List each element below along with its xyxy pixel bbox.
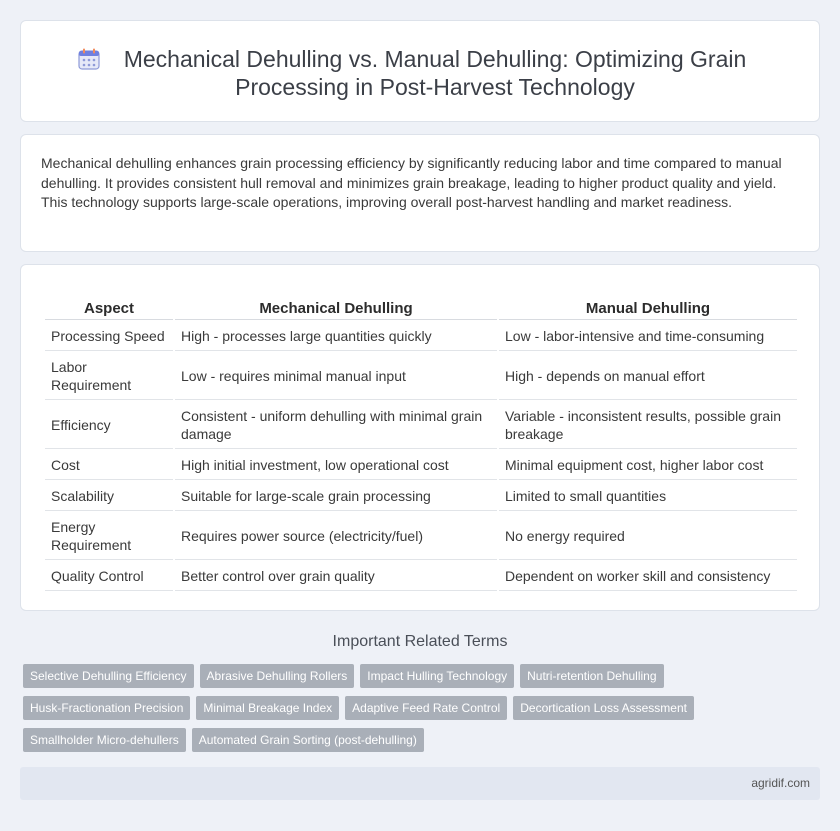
title-card [20, 20, 820, 122]
summary-card [20, 134, 820, 252]
column-header-manual: Manual Dehulling [499, 295, 797, 320]
table-cell: Variable - inconsistent results, possible grain breakage [499, 402, 797, 449]
table-cell: Better control over grain quality [175, 562, 497, 591]
table-cell: High - processes large quantities quickly [175, 322, 497, 351]
related-term-tag[interactable]: Nutri-retention Dehulling [520, 664, 663, 688]
table-row [45, 482, 797, 511]
table-cell: No energy required [499, 513, 797, 560]
related-terms-list [23, 664, 803, 760]
table-cell: Quality Control [45, 562, 173, 591]
related-term-tag[interactable]: Minimal Breakage Index [196, 696, 339, 720]
table-cell: Processing Speed [45, 322, 173, 351]
comparison-table-card [20, 264, 820, 611]
related-term-tag[interactable]: Adaptive Feed Rate Control [345, 696, 507, 720]
table-cell: Low - labor-intensive and time-consuming [499, 322, 797, 351]
table-cell: Dependent on worker skill and consistency [499, 562, 797, 591]
footer [20, 767, 820, 800]
table-cell: Requires power source (electricity/fuel) [175, 513, 497, 560]
table-row [45, 451, 797, 480]
related-term-tag[interactable]: Decortication Loss Assessment [513, 696, 694, 720]
related-term-tag[interactable]: Smallholder Micro-dehullers [23, 728, 186, 752]
table-cell: High - depends on manual effort [499, 353, 797, 400]
related-terms-heading: Important Related Terms [332, 633, 508, 650]
footer-site-link[interactable]: agridif.com [751, 776, 810, 790]
table-row [45, 322, 797, 351]
related-term-tag[interactable]: Abrasive Dehulling Rollers [200, 664, 355, 688]
related-term-tag[interactable]: Selective Dehulling Efficiency [23, 664, 194, 688]
related-term-tag[interactable]: Automated Grain Sorting (post-dehulling) [192, 728, 424, 752]
summary-paragraph: Mechanical dehulling enhances grain processing efficiency by significantly reducing labor and time compared to manual dehulling. It provides consistent hull removal and minimizes grain breakage, leading to higher product quality and yield. This technology supports large-scale operations, improving overall post-harvest handling and market readiness. [41, 155, 782, 210]
table-cell: Suitable for large-scale grain processing [175, 482, 497, 511]
table-cell: Low - requires minimal manual input [175, 353, 497, 400]
table-row [45, 562, 797, 591]
table-cell: Minimal equipment cost, higher labor cost [499, 451, 797, 480]
table-cell: Efficiency [45, 402, 173, 449]
table-cell: Labor Requirement [45, 353, 173, 400]
page-title: Mechanical Dehulling vs. Manual Dehulling: Optimizing Grain Processing in Post-Harvest Technology [123, 46, 747, 100]
comparison-table [43, 293, 799, 593]
column-header-mechanical: Mechanical Dehulling [175, 295, 497, 320]
table-cell: High initial investment, low operational cost [175, 451, 497, 480]
table-cell: Energy Requirement [45, 513, 173, 560]
table-cell: Scalability [45, 482, 173, 511]
related-term-tag[interactable]: Husk-Fractionation Precision [23, 696, 190, 720]
related-term-tag[interactable]: Impact Hulling Technology [360, 664, 514, 688]
column-header-aspect: Aspect [45, 295, 173, 320]
table-row [45, 353, 797, 400]
table-row [45, 402, 797, 449]
table-cell: Consistent - uniform dehulling with minimal grain damage [175, 402, 497, 449]
table-row [45, 513, 797, 560]
table-cell: Limited to small quantities [499, 482, 797, 511]
table-cell: Cost [45, 451, 173, 480]
